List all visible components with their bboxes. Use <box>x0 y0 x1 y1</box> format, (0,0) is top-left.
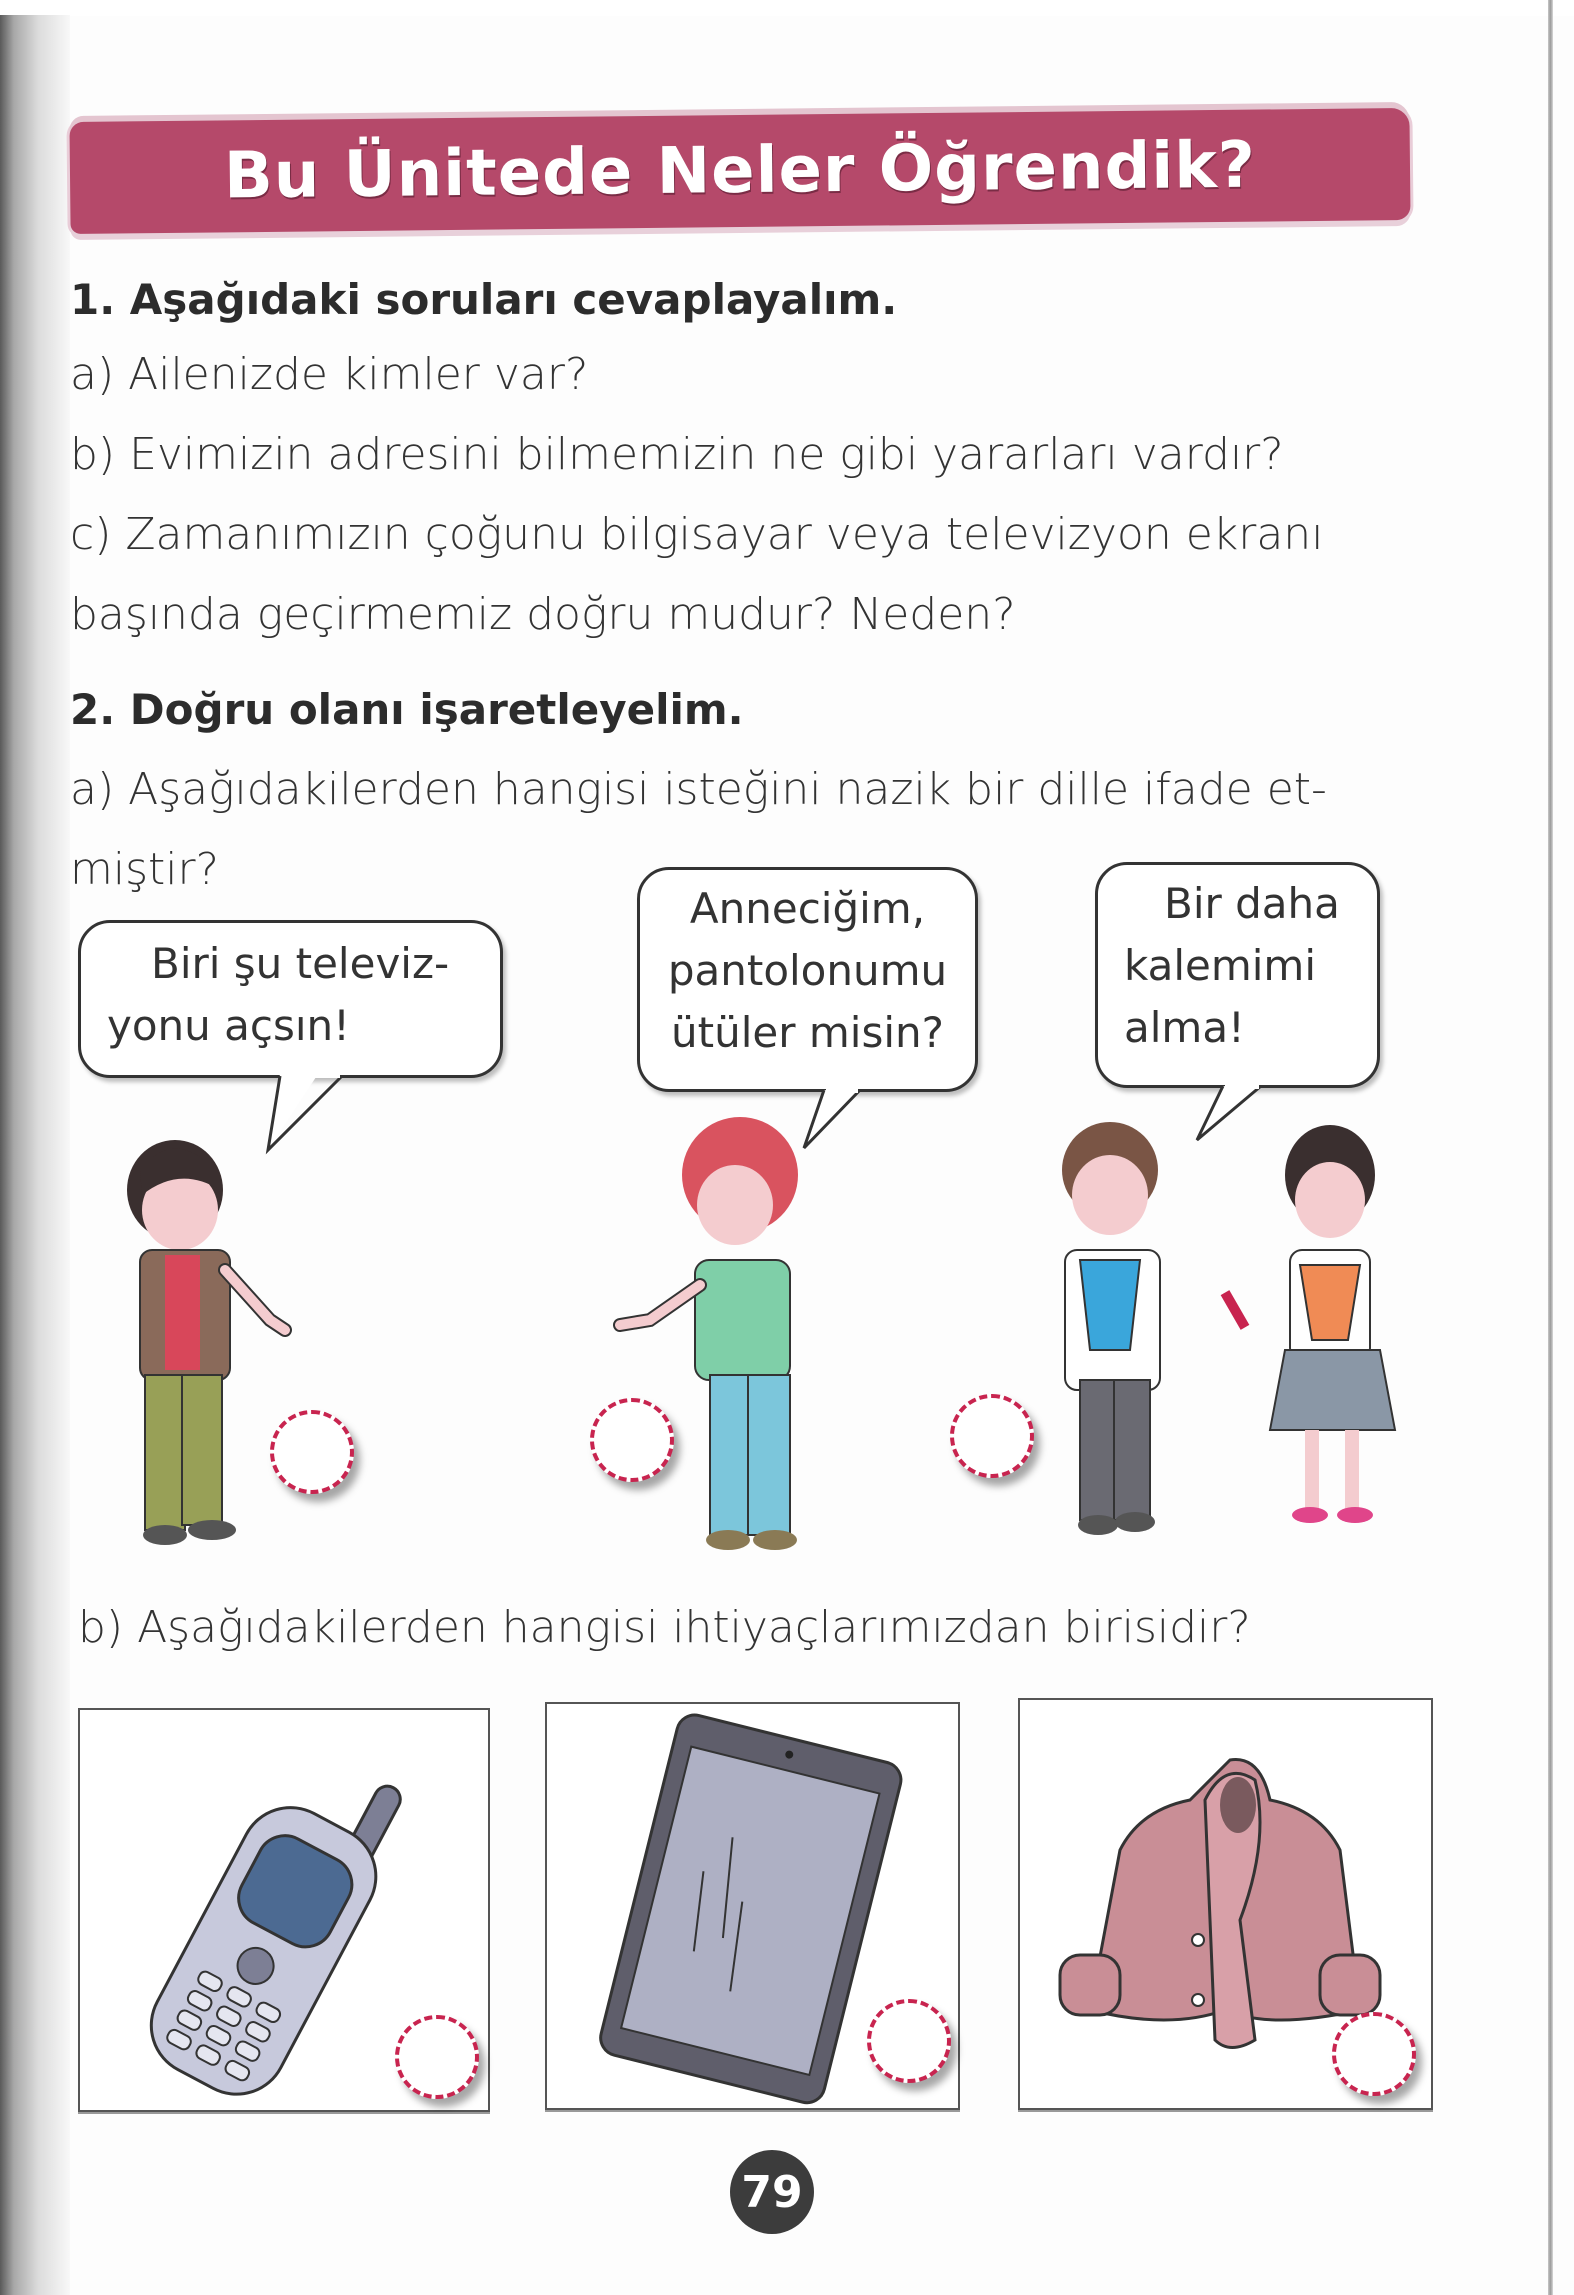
speech-bubble-1-line1: Biri şu televiz- <box>151 939 450 988</box>
speech-bubble-3-line2: kalemimi <box>1124 941 1316 990</box>
answer-circle-option-a2[interactable] <box>590 1398 674 1482</box>
character-schoolchildren-icon <box>1000 1110 1430 1540</box>
answer-circle-option-a3[interactable] <box>950 1394 1034 1478</box>
speech-bubble-3-line1: Bir daha <box>1164 879 1340 928</box>
speech-bubble-3-line3: alma! <box>1124 1003 1245 1052</box>
answer-circle-option-b3[interactable] <box>1332 2012 1416 2096</box>
character-boy-curly-hair-icon <box>600 1110 860 1550</box>
speech-bubble-1-line2: yonu açsın! <box>107 1001 350 1050</box>
page-right-edge <box>1548 0 1553 2295</box>
question-2a-line2: miştir? <box>70 844 219 895</box>
answer-circle-option-a1[interactable] <box>270 1410 354 1494</box>
speech-bubble-3 <box>1095 862 1380 1088</box>
page-title: Bu Ünitede Neler Öğrendik? <box>223 128 1257 214</box>
answer-circle-option-b1[interactable] <box>395 2015 479 2099</box>
book-spine-shadow <box>0 15 70 2295</box>
page-top-margin <box>0 0 1574 16</box>
page-number-badge: 79 <box>730 2150 814 2234</box>
option-box-phone <box>78 1708 490 2112</box>
speech-bubble-1 <box>78 920 503 1078</box>
speech-bubble-2-line2: pantolonumu <box>667 946 948 995</box>
question-1c-continuation: başında geçirmemiz doğru mudur? Neden? <box>70 589 1016 640</box>
option-box-tablet <box>545 1702 960 2110</box>
question-1c: c) Zamanımızın çoğunu bilgisayar veya televizyon ekranı <box>70 509 1324 560</box>
option-box-coat <box>1018 1698 1433 2110</box>
unit-review-banner <box>69 108 1410 234</box>
speech-bubble-2-line3: ütüler misin? <box>671 1008 944 1057</box>
question-2b: b) Aşağıdakilerden hangisi ihtiyaçlarımızdan birisidir? <box>78 1602 1251 1653</box>
answer-circle-option-b2[interactable] <box>867 1999 951 2083</box>
section2-heading: 2. Doğru olanı işaretleyelim. <box>70 685 744 734</box>
speech-bubble-2 <box>637 867 978 1092</box>
question-1a: a) Ailenizde kimler var? <box>70 349 589 400</box>
question-1b: b) Evimizin adresini bilmemizin ne gibi yararları vardır? <box>70 429 1284 480</box>
question-2a-line1: a) Aşağıdakilerden hangisi isteğini nazik bir dille ifade et- <box>70 764 1327 815</box>
section1-heading: 1. Aşağıdaki soruları cevaplayalım. <box>70 275 898 324</box>
speech-bubble-2-line1: Anneciğim, <box>689 884 926 933</box>
